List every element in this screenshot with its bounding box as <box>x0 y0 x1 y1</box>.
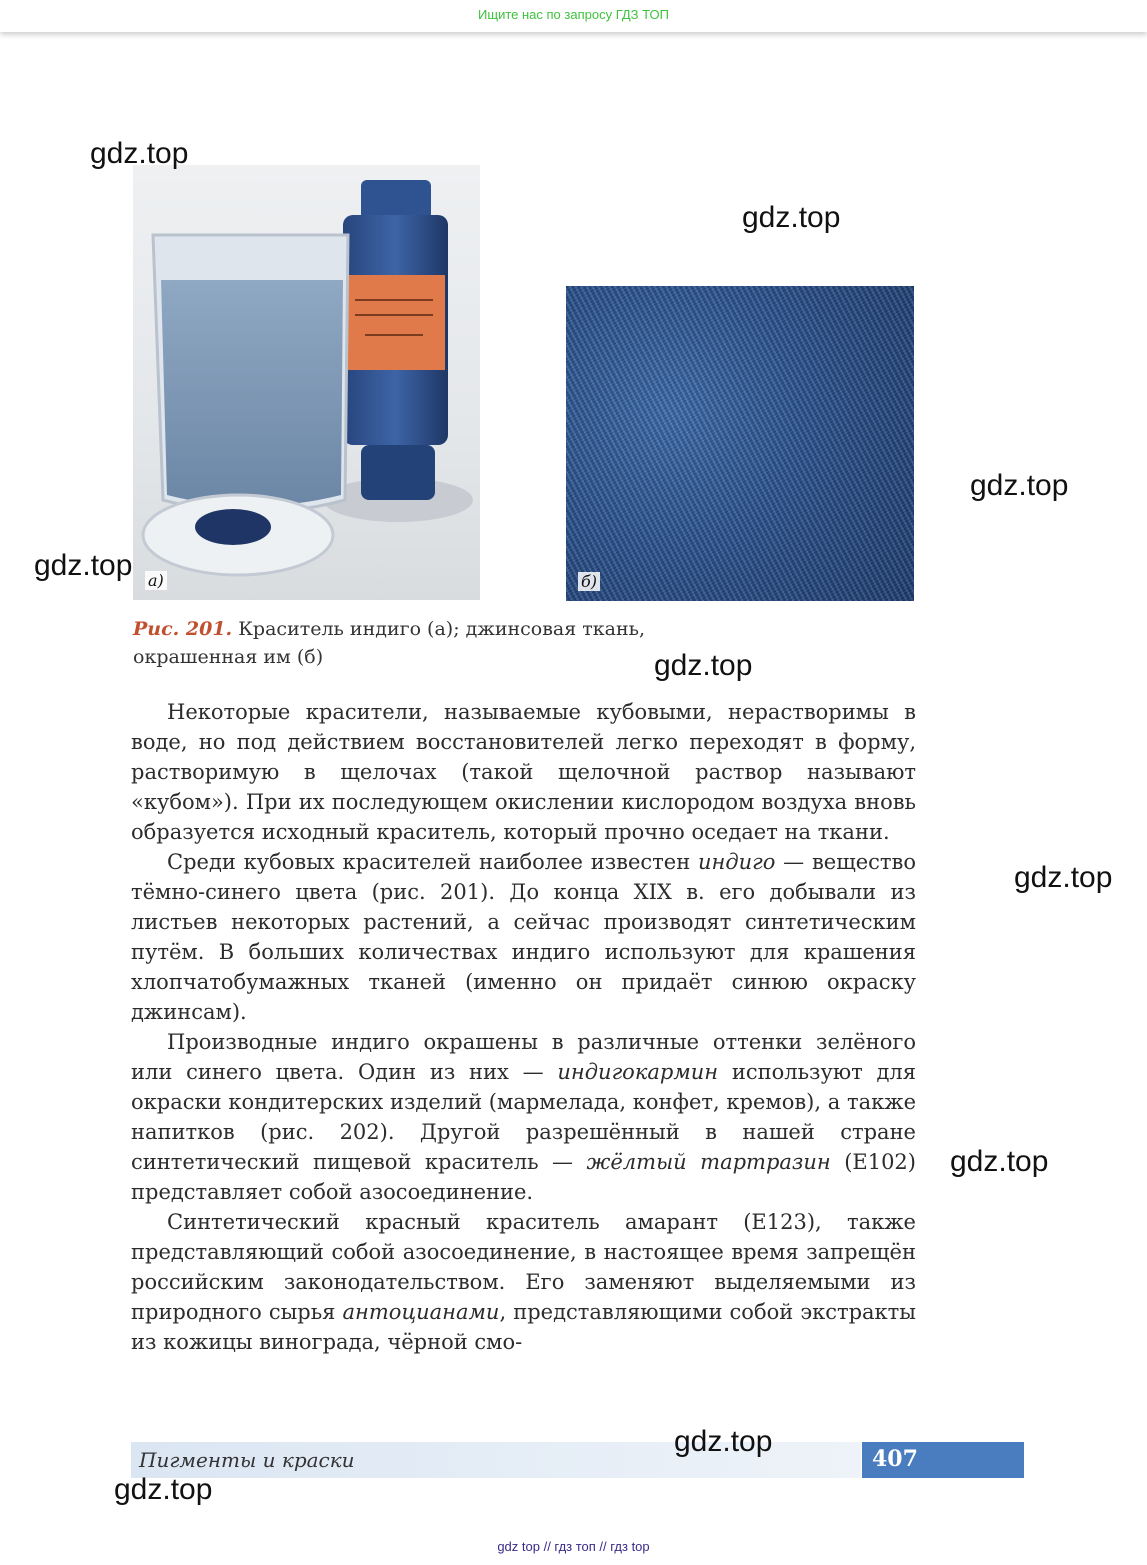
watermark: gdz.top <box>970 469 1069 502</box>
term-tartrazine: жёлтый тартразин <box>586 1150 831 1174</box>
paragraph-2: Среди кубовых красителей наиболее известен индиго — вещество тёмно-синего цвета (рис. 201). До конца XIX в. его добывали из листьев некоторых растений, а сейчас производят синтетическим путём. В больших количествах индиго используют для крашения хлопчатобумажных тканей (именно он придаёт синюю окраску джинсам). <box>131 850 916 1024</box>
watermark: gdz.top <box>742 201 841 234</box>
watermark: gdz.top <box>90 137 189 170</box>
top-banner <box>0 0 1147 32</box>
paragraph-1: Некоторые красители, называемые кубовыми, нерастворимы в воде, но под действием восстановителей легко переходят в форму, растворимую в щелочах (такой щелочной раствор называют «кубом»). При их последующем окислении кислородом воздуха вновь образуется исходный краситель, который прочно оседает на ткани. <box>131 700 916 844</box>
photo-indigo-dye <box>133 165 480 600</box>
paragraph-4: Синтетический красный краситель амарант (Е123), также представляющий собой азосоединение, в настоящее время запрещён российским законодательством. Его заменяют выделяемыми из природного сырья антоцианами, представляющими собой экстракты из кожицы винограда, чёрной смо- <box>131 1210 916 1354</box>
paragraph-3: Производные индиго окрашены в различные оттенки зелёного или синего цвета. Один из них — индигокармин используют для окраски кондитерских изделий (мармелада, конфет, кремов), а также напитков (рис. 202). Другой разрешённый в нашей стране синтетический пищевой краситель — жёлтый тартразин (Е102) представляет собой азосоединение. <box>131 1030 916 1204</box>
section-title: Пигменты и краски <box>139 1448 355 1472</box>
body-text <box>131 697 916 1357</box>
watermark: gdz.top <box>950 1145 1049 1178</box>
bottom-links[interactable]: gdz top // гдз топ // гдз top <box>497 1539 650 1554</box>
indigo-dye-illustration <box>133 165 480 600</box>
figure-label-a: а) <box>145 571 167 590</box>
figure-caption-text: Краситель индиго (а); джинсовая ткань, окрашенная им (б) <box>133 618 646 668</box>
watermark: gdz.top <box>674 1425 773 1458</box>
watermark: gdz.top <box>1014 861 1113 894</box>
top-banner-text: Ищите нас по запросу ГДЗ ТОП <box>478 7 669 22</box>
figure-label-b: б) <box>578 572 600 591</box>
term-indigocarmine: индигокармин <box>557 1060 719 1084</box>
page-number: 407 <box>872 1446 918 1472</box>
watermark: gdz.top <box>654 649 753 682</box>
watermark: gdz.top <box>34 549 133 582</box>
term-indigo: индиго <box>697 850 776 874</box>
photo-denim-fabric <box>566 286 914 601</box>
watermark: gdz.top <box>114 1473 213 1506</box>
term-anthocyanins: антоцианами <box>342 1300 500 1324</box>
figure-number: Рис. 201. <box>133 618 233 640</box>
page-number-box <box>862 1442 1024 1478</box>
